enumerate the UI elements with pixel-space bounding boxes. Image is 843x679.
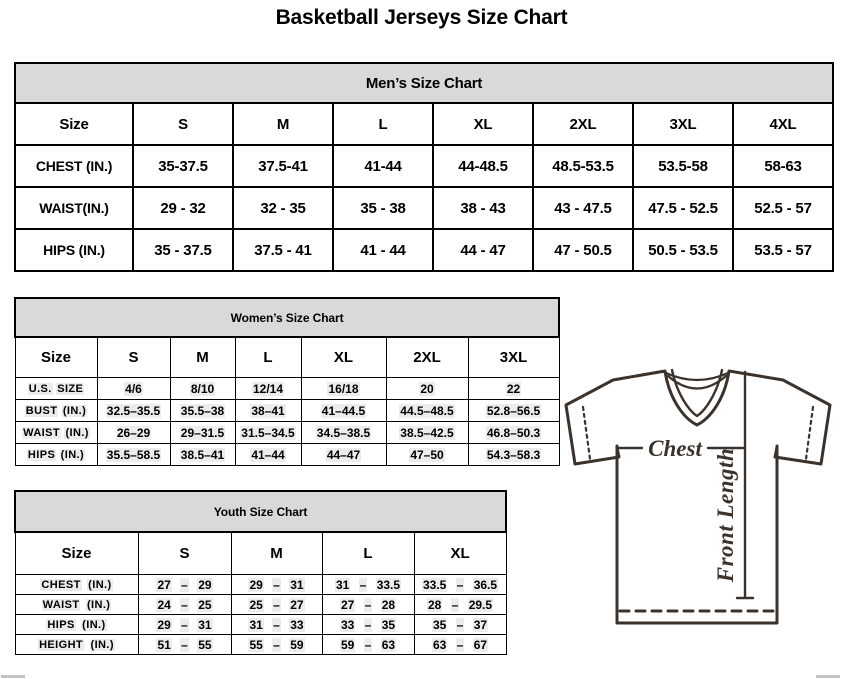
- column-header: XL: [433, 103, 533, 145]
- size-cell: 47–50: [386, 444, 468, 466]
- size-cell: 33.5 – 36.5: [414, 575, 506, 595]
- table-row: [15, 575, 506, 595]
- size-cell: 41 - 44: [333, 229, 433, 271]
- table-row: [15, 145, 833, 187]
- size-cell: 52.8–56.5: [468, 400, 559, 422]
- size-cell: 26–29: [97, 422, 170, 444]
- size-cell: 24 – 25: [138, 595, 231, 615]
- table-row: [15, 229, 833, 271]
- size-cell: 53.5 - 57: [733, 229, 833, 271]
- size-cell: 44-48.5: [433, 145, 533, 187]
- column-header: 2XL: [533, 103, 633, 145]
- column-header: 3XL: [468, 337, 559, 378]
- table-row: [15, 378, 559, 400]
- size-cell: 4/6: [97, 378, 170, 400]
- size-cell: 38.5–42.5: [386, 422, 468, 444]
- size-cell: 41-44: [333, 145, 433, 187]
- size-cell: 31 – 33.5: [322, 575, 414, 595]
- size-cell: 8/10: [170, 378, 235, 400]
- table-row: [15, 615, 506, 635]
- size-cell: 32.5–35.5: [97, 400, 170, 422]
- row-label: CHEST (IN.): [15, 145, 133, 187]
- column-header: 2XL: [386, 337, 468, 378]
- size-cell: 22: [468, 378, 559, 400]
- corner-header: Size: [15, 532, 138, 575]
- size-cell: 44 - 47: [433, 229, 533, 271]
- size-cell: 41–44.5: [301, 400, 386, 422]
- size-cell: 38 - 43: [433, 187, 533, 229]
- size-cell: 33 – 35: [322, 615, 414, 635]
- jersey-outline: [566, 371, 830, 623]
- table-row: [15, 422, 559, 444]
- size-cell: 54.3–58.3: [468, 444, 559, 466]
- hscrollbar-fragment-right[interactable]: [816, 675, 840, 678]
- size-cell: 44–47: [301, 444, 386, 466]
- column-header: M: [170, 337, 235, 378]
- chest-label: Chest: [648, 436, 702, 461]
- front-length-label: Front Length: [713, 447, 738, 583]
- size-cell: 27 – 28: [322, 595, 414, 615]
- size-cell: 31.5–34.5: [235, 422, 301, 444]
- hscrollbar-fragment-left[interactable]: [1, 675, 25, 678]
- table-row: [15, 444, 559, 466]
- size-cell: 32 - 35: [233, 187, 333, 229]
- size-cell: 35 - 37.5: [133, 229, 233, 271]
- size-cell: 44.5–48.5: [386, 400, 468, 422]
- size-cell: 59 – 63: [322, 635, 414, 655]
- size-cell: 25 – 27: [231, 595, 322, 615]
- womens-size-table: [14, 297, 560, 466]
- row-label: HIPS (IN.): [15, 444, 97, 466]
- size-cell: 29 – 31: [138, 615, 231, 635]
- size-cell: 12/14: [235, 378, 301, 400]
- row-label: BUST (IN.): [15, 400, 97, 422]
- size-cell: 27 – 29: [138, 575, 231, 595]
- column-header: XL: [301, 337, 386, 378]
- size-cell: 53.5-58: [633, 145, 733, 187]
- table-row: [15, 187, 833, 229]
- table-title: Men’s Size Chart: [15, 63, 833, 103]
- size-cell: 47.5 - 52.5: [633, 187, 733, 229]
- size-cell: 29–31.5: [170, 422, 235, 444]
- size-cell: 38.5–41: [170, 444, 235, 466]
- size-cell: 31 – 33: [231, 615, 322, 635]
- jersey-measurement-diagram: [556, 360, 840, 652]
- column-header: S: [97, 337, 170, 378]
- size-cell: 35 – 37: [414, 615, 506, 635]
- size-cell: 63 – 67: [414, 635, 506, 655]
- size-cell: 35.5–58.5: [97, 444, 170, 466]
- row-label: HIPS (IN.): [15, 615, 138, 635]
- row-label: WAIST (IN.): [15, 422, 97, 444]
- row-label: U.S. SIZE: [15, 378, 97, 400]
- row-label: HEIGHT (IN.): [15, 635, 138, 655]
- size-cell: 46.8–50.3: [468, 422, 559, 444]
- size-cell: 29 - 32: [133, 187, 233, 229]
- size-cell: 47 - 50.5: [533, 229, 633, 271]
- size-cell: 29 – 31: [231, 575, 322, 595]
- size-cell: 35.5–38: [170, 400, 235, 422]
- row-label: WAIST(IN.): [15, 187, 133, 229]
- table-title: Women’s Size Chart: [15, 298, 559, 337]
- size-cell: 52.5 - 57: [733, 187, 833, 229]
- size-cell: 35 - 38: [333, 187, 433, 229]
- table-row: [15, 595, 506, 615]
- size-cell: 34.5–38.5: [301, 422, 386, 444]
- size-cell: 43 - 47.5: [533, 187, 633, 229]
- mens-size-table: [14, 62, 834, 272]
- size-cell: 51 – 55: [138, 635, 231, 655]
- table-title: Youth Size Chart: [15, 491, 506, 532]
- column-header: L: [235, 337, 301, 378]
- size-cell: 20: [386, 378, 468, 400]
- size-cell: 48.5-53.5: [533, 145, 633, 187]
- size-cell: 37.5 - 41: [233, 229, 333, 271]
- column-header: L: [333, 103, 433, 145]
- column-header: M: [231, 532, 322, 575]
- corner-header: Size: [15, 337, 97, 378]
- table-row: [15, 400, 559, 422]
- size-cell: 28 – 29.5: [414, 595, 506, 615]
- row-label: CHEST (IN.): [15, 575, 138, 595]
- column-header: S: [138, 532, 231, 575]
- column-header: XL: [414, 532, 506, 575]
- column-header: L: [322, 532, 414, 575]
- column-header: 3XL: [633, 103, 733, 145]
- table-row: [15, 635, 506, 655]
- column-header: S: [133, 103, 233, 145]
- row-label: WAIST (IN.): [15, 595, 138, 615]
- size-cell: 35-37.5: [133, 145, 233, 187]
- column-header: 4XL: [733, 103, 833, 145]
- size-cell: 41–44: [235, 444, 301, 466]
- row-label: HIPS (IN.): [15, 229, 133, 271]
- youth-size-table: [14, 490, 507, 655]
- column-header: M: [233, 103, 333, 145]
- page-title: Basketball Jerseys Size Chart: [275, 6, 568, 29]
- size-cell: 58-63: [733, 145, 833, 187]
- size-cell: 50.5 - 53.5: [633, 229, 733, 271]
- size-cell: 38–41: [235, 400, 301, 422]
- size-cell: 16/18: [301, 378, 386, 400]
- size-cell: 55 – 59: [231, 635, 322, 655]
- size-cell: 37.5-41: [233, 145, 333, 187]
- corner-header: Size: [15, 103, 133, 145]
